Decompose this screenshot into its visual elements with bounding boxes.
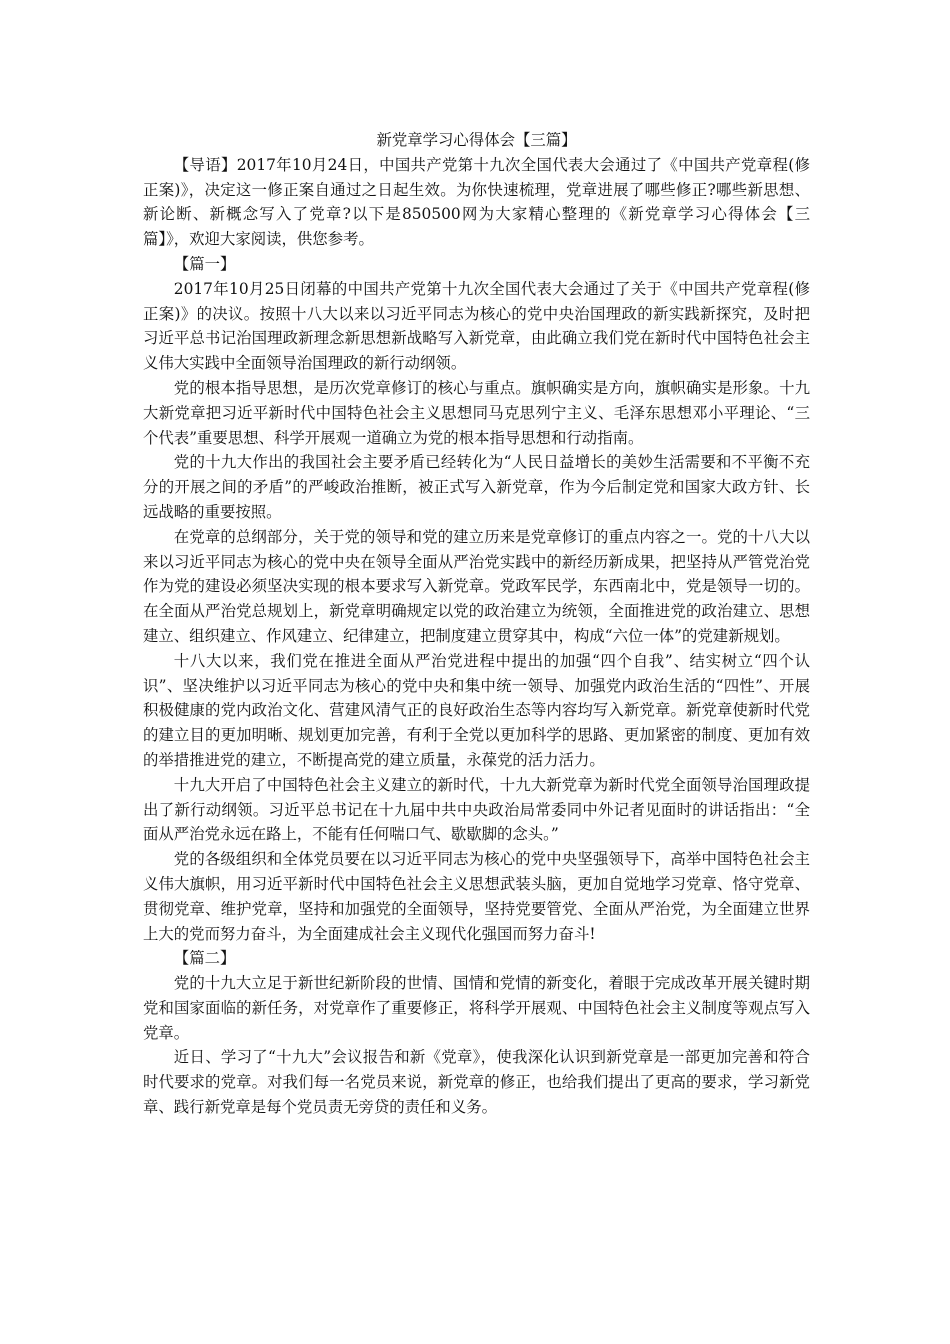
paragraph: 党的根本指导思想，是历次党章修订的核心与重点。旗帜确实是方向，旗帜确实是形象。十九大新党章把习近平新时代中国特色社会主义思想同马克思列宁主义、毛泽东思想邓小平理论、“三个代表”重要思想、科学开展观一道确立为党的根本指导思想和行动指南。 — [143, 378, 810, 447]
paragraph: 在党章的总纲部分，关于党的领导和党的建立历来是党章修订的重点内容之一。党的十八大以来以习近平同志为核心的党中央在领导全面从严治党实践中的新经历新成果，把坚持从严管党治党作为党的建设必须坚决实现的根本要求写入新党章。党政军民学，东西南北中，党是领导一切的。在全面从严治党总规划上，新党章明确规定以党的政治建立为统领，全面推进党的政治建立、思想建立、组织建立、作风建立、纪律建立，把制度建立贯穿其中，构成“六位一体”的党建新规划。 — [143, 527, 810, 645]
section-heading-1: 【篇一】 — [173, 254, 236, 273]
paragraph: 党的各级组织和全体党员要在以习近平同志为核心的党中央坚强领导下，高举中国特色社会主义伟大旗帜，用习近平新时代中国特色社会主义思想武装头脑，更加自觉地学习党章、恪守党章、贯彻党章、维护党章，坚持和加强党的全面领导，坚持党要管党、全面从严治党，为全面建立世界上大的党而努力奋斗，为全面建成社会主义现代化强国而努力奋斗! — [143, 850, 810, 943]
document-page — [143, 128, 810, 1120]
paragraph: 党的十九大立足于新世纪新阶段的世情、国情和党情的新变化，着眼于完成改革开展关键时期党和国家面临的新任务，对党章作了重要修正，将科学开展观、中国特色社会主义制度等观点写入党章。 — [143, 974, 810, 1042]
paragraph: 十九大开启了中国特色社会主义建立的新时代，十九大新党章为新时代党全面领导治国理政提出了新行动纲领。习近平总书记在十九届中共中央政治局常委同中外记者见面时的讲话指出：“全面从严治党永远在路上，不能有任何喘口气、歇歇脚的念头。” — [143, 775, 810, 844]
section-heading-2: 【篇二】 — [173, 949, 236, 968]
paragraph: 十八大以来，我们党在推进全面从严治党进程中提出的加强“四个自我”、结实树立“四个认识”、坚决维护以习近平同志为核心的党中央和集中统一领导、加强党内政治生活的“四性”、开展积极健康的党内政治文化、营建风清气正的良好政治生态等内容均写入新党章。新党章使新时代党的建立目的更加明晰、规划更加完善，有利于全党以更加科学的思路、更加紧密的制度、更加有效的举措推进党的建立，不断提高党的建立质量，永葆党的活力活力。 — [143, 651, 810, 769]
paragraph: 党的十九大作出的我国社会主要矛盾已经转化为“人民日益增长的美妙生活需要和不平衡不充分的开展之间的矛盾”的严峻政治推断，被正式写入新党章，作为今后制定党和国家大政方针、长远战略的重要按照。 — [143, 453, 810, 521]
document-title: 新党章学习心得体会【三篇】 — [376, 131, 577, 149]
intro-paragraph: 【导语】2017年10月24日，中国共产党第十九次全国代表大会通过了《中国共产党章程(修正案)》，决定这一修正案自通过之日起生效。为你快速梳理，党章进展了哪些修正?哪些新思想、新论断、新概念写入了党章?以下是850500网为大家精心整理的《新党章学习心得体会【三篇】》，欢迎大家阅读，供您参考。 — [143, 155, 810, 249]
paragraph: 近日、学习了“十九大”会议报告和新《党章》，使我深化认识到新党章是一部更加完善和符合时代要求的党章。对我们每一名党员来说，新党章的修正，也给我们提出了更高的要求，学习新党章、践行新党章是每个党员责无旁贷的责任和义务。 — [143, 1048, 810, 1117]
paragraph: 2017年10月25日闭幕的中国共产党第十九次全国代表大会通过了关于《中国共产党章程(修正案)》的决议。按照十八大以来以习近平同志为核心的党中央治国理政的新实践新探究，及时把习近平总书记治国理政新理念新思想新战略写入新党章，由此确立我们党在新时代中国特色社会主义伟大实践中全面领导治国理政的新行动纲领。 — [143, 279, 810, 373]
